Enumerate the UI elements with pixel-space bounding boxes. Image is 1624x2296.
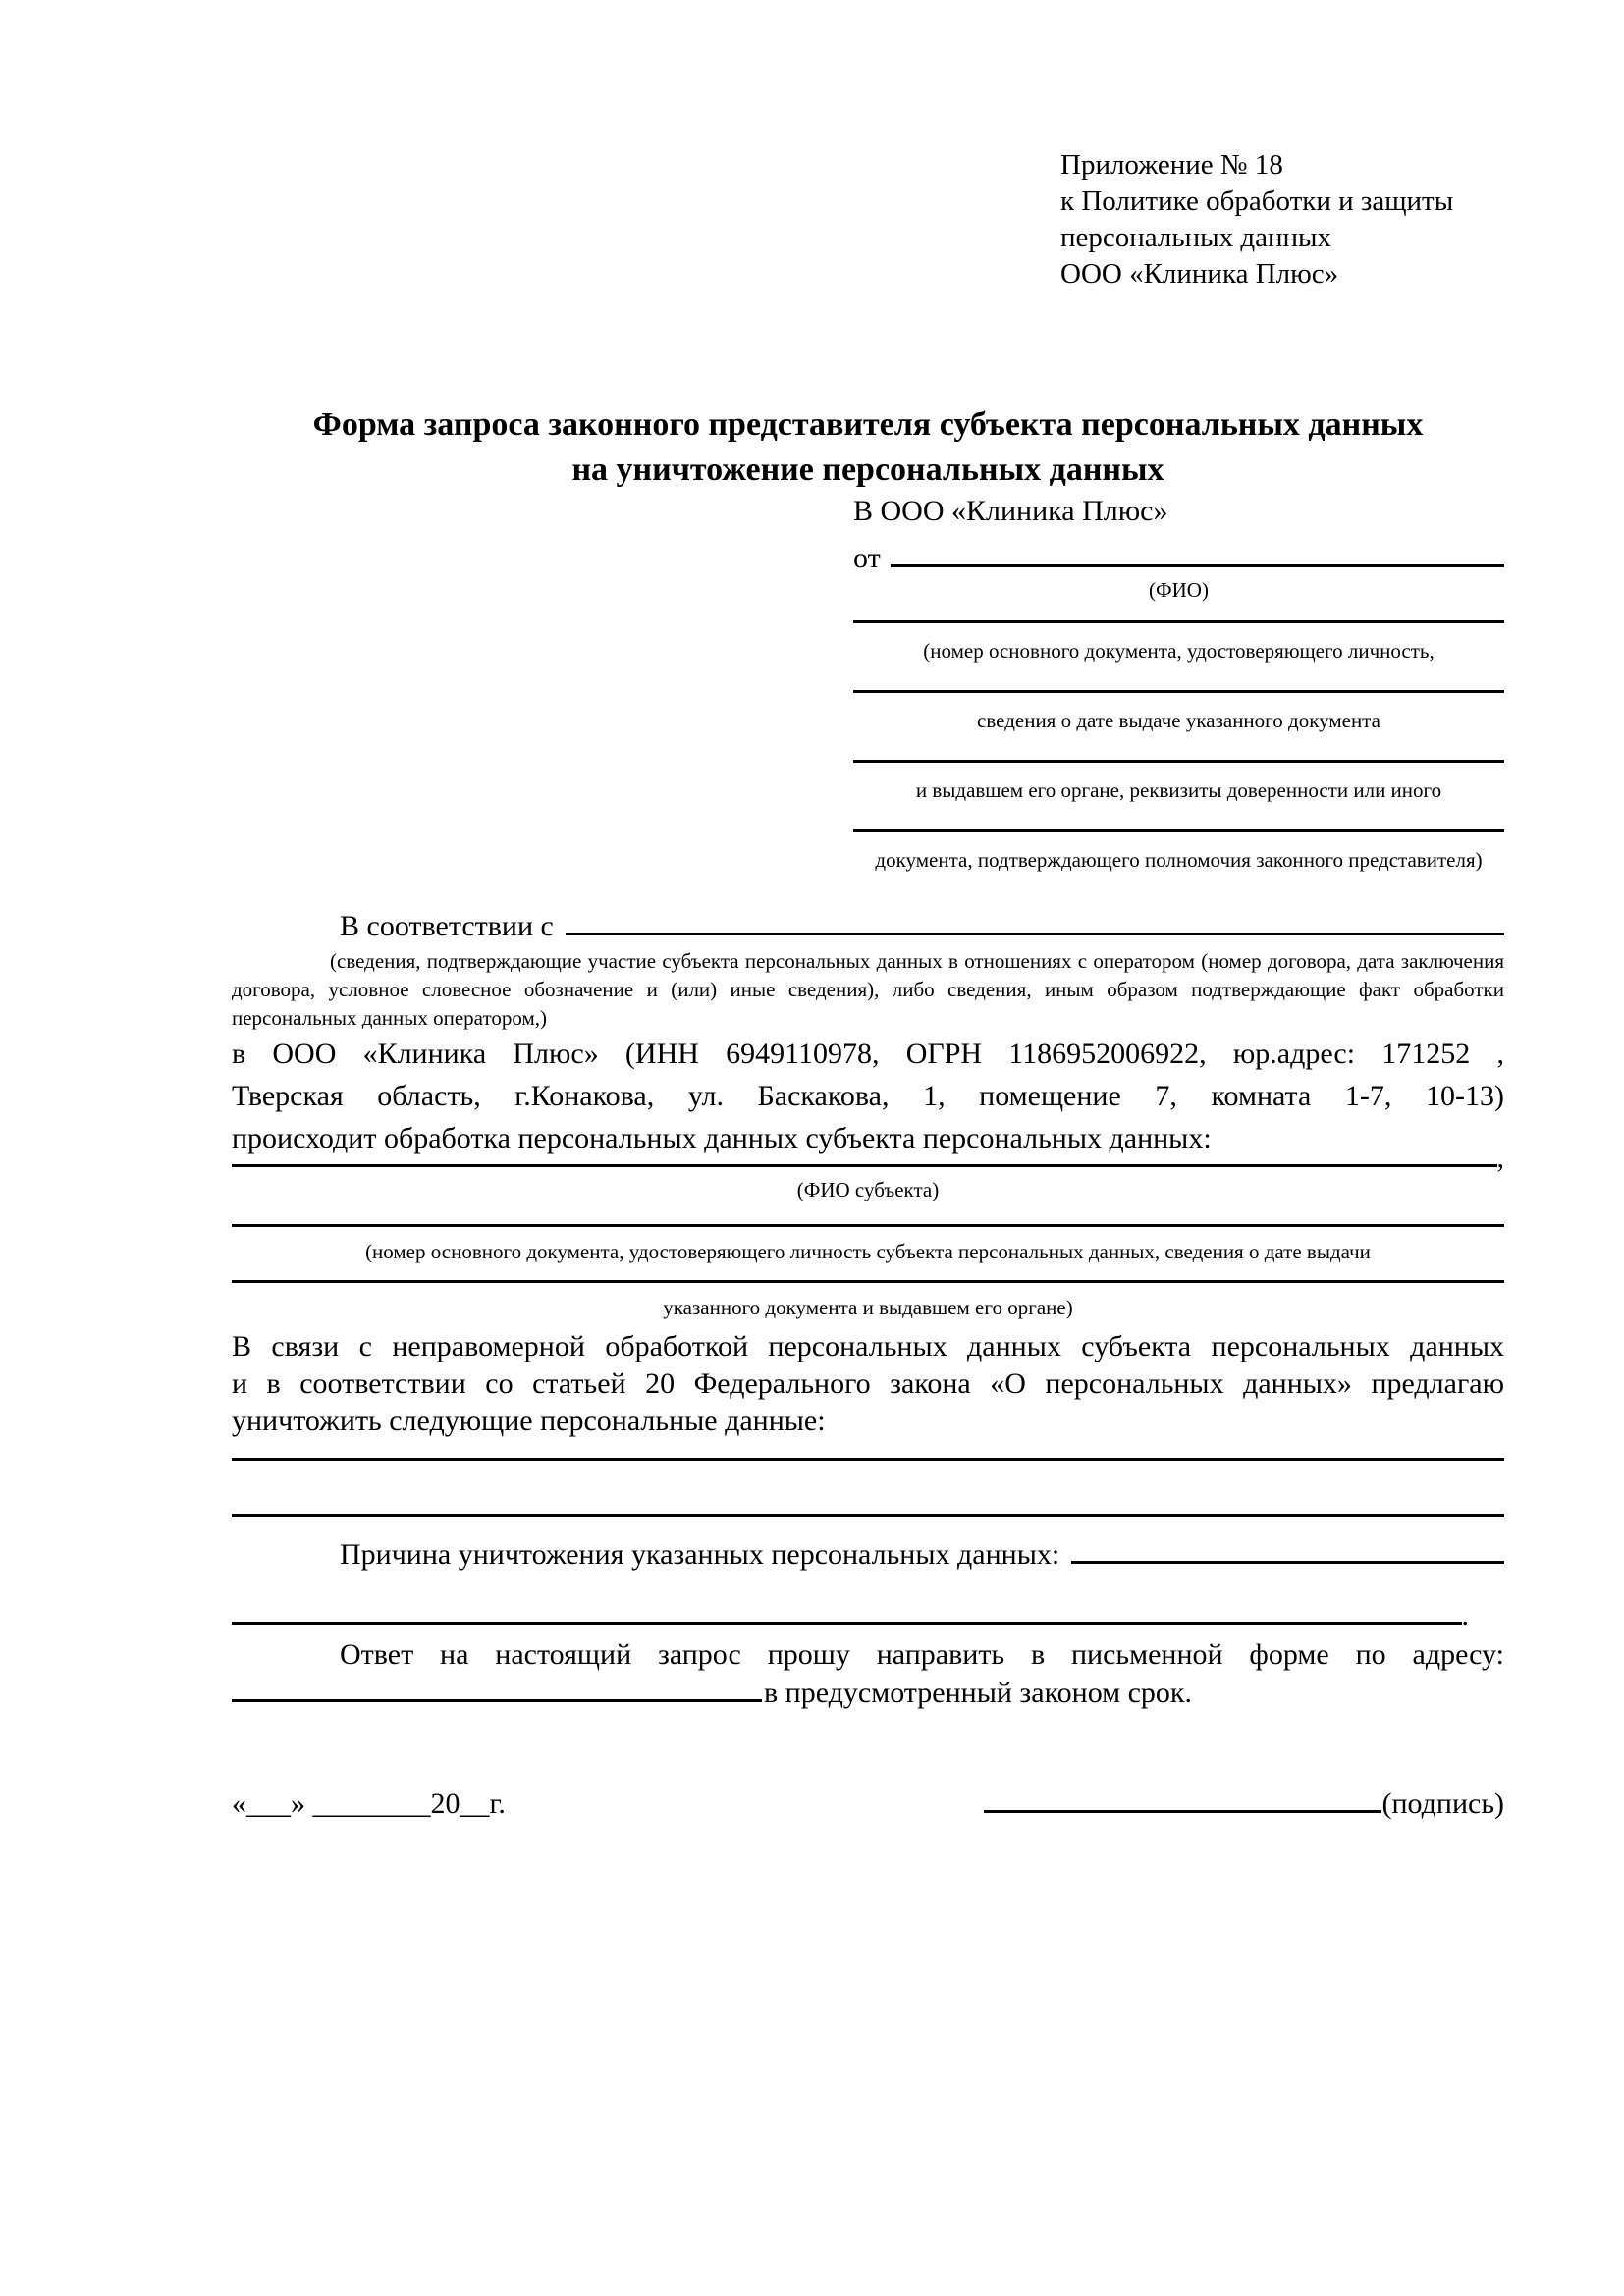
reason-label: Причина уничтожения указанных персональных данных: <box>340 1538 1060 1571</box>
data-blank-line-1 <box>232 1458 1504 1461</box>
field-caption-document-number: (номер основного документа, удостоверяющего личность, <box>923 639 1435 663</box>
date-field: «___» ________20__г. <box>232 1788 506 1820</box>
accordance-row <box>232 908 1504 945</box>
answer-address-blank-line <box>232 1699 762 1702</box>
addressee-block <box>853 493 1504 873</box>
appendix-line: к Политике обработки и защиты <box>1060 186 1454 217</box>
subject-authority-blank-line <box>232 1280 1504 1283</box>
signature-blank-line <box>984 1810 1381 1813</box>
addressee-org: В ООО «Клиника Плюс» <box>853 495 1168 527</box>
signature-group <box>984 1786 1504 1823</box>
operator-line: в ООО «Клиника Плюс» (ИНН 6949110978, ОГРН 1186952006922, юр.адрес: 171252 , <box>232 1038 1504 1070</box>
period-suffix: . <box>1461 1599 1469 1631</box>
appendix-header <box>1060 147 1504 293</box>
caption-subject-fio: (ФИО субъекта) <box>796 1178 940 1201</box>
answer-tail: в предусмотренный законом срок. <box>764 1677 1192 1709</box>
caption-subject-document: (номер основного документа, удостоверяющего личность субъекта персональных данных, сведения о дате выдачи <box>365 1240 1371 1263</box>
form-title-line-1: Форма запроса законного представителя субъекта персональных данных <box>312 406 1424 443</box>
from-label: от <box>853 542 881 574</box>
reason-blank-line-2 <box>232 1622 1462 1625</box>
form-title <box>232 402 1504 493</box>
issue-date-blank-line <box>853 690 1504 693</box>
appendix-line: ООО «Клиника Плюс» <box>1060 258 1339 290</box>
comma-suffix: , <box>1496 1142 1504 1174</box>
accordance-lead: В соответствии с <box>340 910 554 942</box>
demand-line: и в соответствии со статьей 20 Федерального закона «О персональных данных» предлагаю <box>232 1367 1504 1400</box>
demand-paragraph <box>232 1328 1504 1440</box>
field-caption-authority-document: документа, подтверждающего полномочия законного представителя) <box>875 848 1483 872</box>
appendix-line: Приложение № 18 <box>1060 149 1283 181</box>
authority-document-blank-line <box>853 829 1504 832</box>
answer-line-1: Ответ на настоящий запрос прошу направить в письменной форме по адресу: <box>340 1638 1504 1671</box>
operator-line: Тверская область, г.Конакова, ул. Баскакова, 1, помещение 7, комната 1-7, 10-13) <box>232 1080 1504 1112</box>
subject-document-blank-line <box>232 1224 1504 1227</box>
subject-fio-blank-line <box>232 1164 1497 1167</box>
operator-line: происходит обработка персональных данных субъекта персональных данных: <box>232 1122 1212 1154</box>
demand-line: уничтожить следующие персональные данные: <box>232 1405 826 1437</box>
reason-row <box>232 1536 1504 1574</box>
issuing-authority-blank-line <box>853 760 1504 763</box>
caption-subject-authority: указанного документа и выдавшем его органе) <box>663 1296 1073 1319</box>
accordance-note: (сведения, подтверждающие участие субъекта персональных данных в отношениях с оператором (номер договора, дата заключения договора, условное словесное обозначение и (или) иные сведения), либо сведения, иным образом подтверждающие факт обработки персональных данных оператором,) <box>232 949 1504 1030</box>
accordance-blank-line <box>566 933 1504 935</box>
data-blank-line-2 <box>232 1514 1504 1517</box>
from-row <box>853 540 1504 577</box>
demand-line: В связи с неправомерной обработкой персональных данных субъекта персональных данных <box>232 1330 1504 1362</box>
reason-blank-line <box>1071 1561 1504 1564</box>
field-caption-issue-date: сведения о дате выдаче указанного документа <box>977 709 1380 732</box>
document-number-blank-line <box>853 620 1504 623</box>
signature-caption: (подпись) <box>1381 1788 1504 1820</box>
field-caption-issuing-authority: и выдавшем его органе, реквизиты доверенности или иного <box>915 778 1442 802</box>
reason-continuation-row <box>232 1597 1469 1634</box>
fio-blank-line <box>891 564 1504 567</box>
appendix-line: персональных данных <box>1060 222 1332 253</box>
field-caption-fio: (ФИО) <box>1149 578 1209 602</box>
form-title-line-2: на уничтожение персональных данных <box>571 452 1164 488</box>
answer-address-row <box>232 1674 1504 1713</box>
footer-row <box>232 1786 1504 1823</box>
